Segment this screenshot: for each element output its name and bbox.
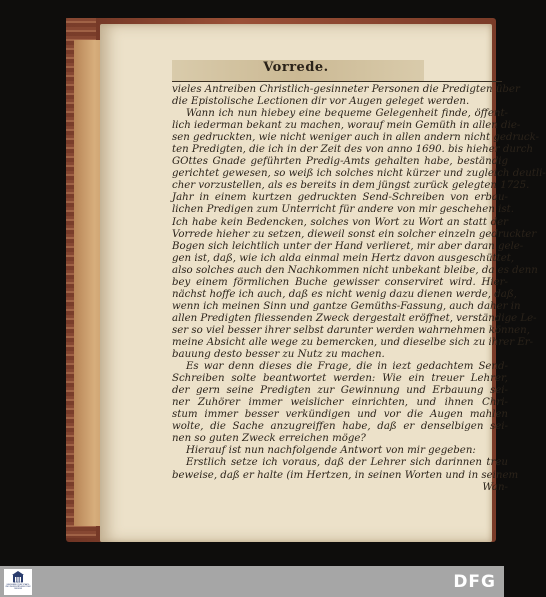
text-line: nen so guten Zweck erreichen möge?: [172, 433, 366, 445]
text-line: die Epistolische Lectionen dir vor Augen geleget werden.: [172, 96, 470, 108]
text-line: gerichtet gewesen, so weiß ich solches nicht kürzer und zugleich deutli-: [172, 168, 546, 180]
text-line: Jahr in einem kurtzen gedruckten Send-Schreiben von erbau-: [172, 192, 508, 204]
text-line: lichen Predigen zum Unterricht für andere von mir geschehen ist.: [172, 204, 514, 216]
text-line: bey einem förmlichen Buche gewisser conserviret wird. Hier-: [172, 276, 508, 288]
text-line: also solches auch den Nachkommen nicht unbekant bleibe, da es denn: [172, 264, 538, 276]
running-head: Vorrede.: [263, 60, 329, 75]
text-line: der gern seine Predigten zur Gewinnung und Erbauung sei-: [172, 385, 508, 397]
text-line: allen Predigten fliessenden Zweck dergestalt eröffnet, verständige Le-: [172, 312, 537, 324]
text-line: nächst hoffe ich auch, daß es nicht wenig dazu dienen werde, daß,: [172, 288, 517, 300]
text-line: Erstlich setze ich voraus, daß der Lehrer sich darinnen treu: [186, 457, 508, 469]
library-logo[interactable]: [4, 569, 32, 595]
text-line: Wann ich nun hiebey eine bequeme Gelegenheit finde, öffent-: [186, 108, 508, 120]
text-line: lich iederman bekant zu machen, worauf mein Gemüth in allen die-: [172, 120, 521, 132]
text-line: beweise, daß er halte (im Hertzen, in seinen Worten und in seinem: [172, 469, 519, 481]
text-line: Bogen sich leichtlich unter der Hand verlieret, mir aber daran gele-: [172, 240, 524, 252]
text-line: ten Predigten, die ich in der Zeit des von anno 1690. bis hieher durch: [172, 144, 534, 156]
text-line: Es war denn dieses die Frage, die in iezt gedachtem Send-: [186, 361, 508, 373]
page-text-block: [172, 84, 546, 494]
text-line: bauung desto besser zu Nutz zu machen.: [172, 349, 385, 361]
text-line: GOttes Gnade geführten Predig-Amts gehalten habe, beständig: [172, 156, 508, 168]
catchword: Wan-: [482, 481, 508, 493]
text-line: ser so viel besser ihrer selbst darunter werden wahrnehmen können,: [172, 324, 530, 336]
text-line: vieles Antreiben Christlich-gesinneter Personen die Predigten über: [172, 84, 520, 95]
text-line: cher vorzustellen, als es bereits in dem jüngst zurück gelegten 1725.: [172, 180, 530, 192]
text-line: wolte, die Sache anzugreiffen habe, daß er denselbigen sei-: [172, 421, 508, 433]
text-line: gen ist, daß, wie ich alda einmal mein Hertz davon ausgeschüttet,: [172, 252, 515, 264]
text-line: sen gedruckten, wie nicht weniger auch in allen andern nicht gedruck-: [172, 132, 540, 144]
book-page: [100, 24, 546, 542]
text-line: Schreiben solte beantwortet werden: Wie ein treuer Lehrer,: [172, 373, 508, 385]
text-line: Hierauf ist nun nachfolgende Antwort von mir gegeben:: [186, 445, 476, 457]
text-line: wenn ich meinen Sinn und gantze Gemüths-Fassung, auch daher in: [172, 300, 521, 312]
running-head-rule: [172, 81, 502, 82]
library-logo-text: SÄCHSISCHE LANDESBIBLIOTHEK STAATS- UND UNIVERSITÄTS-BIBLIOTHEK DRESDEN: [5, 583, 31, 590]
library-emblem-icon: [12, 571, 24, 583]
text-line: meine Absicht alle wege zu bemercken, und dieselbe sich zu ihrer Er-: [172, 336, 534, 348]
text-line: Vorrede hieher zu setzen, dieweil sonst ein solcher einzeln gedruckter: [172, 228, 537, 240]
text-line: ner Zuhörer immer weislicher einrichten, und ihnen Chri-: [172, 397, 508, 409]
text-line: Ich habe kein Bedencken, solches von Wort zu Wort an statt der: [172, 216, 508, 228]
viewer-footer-bar: [0, 566, 504, 597]
dfg-logo[interactable]: DFG: [453, 572, 496, 592]
text-line: stum immer besser verkündigen und vor die Augen mahlen: [172, 409, 508, 421]
